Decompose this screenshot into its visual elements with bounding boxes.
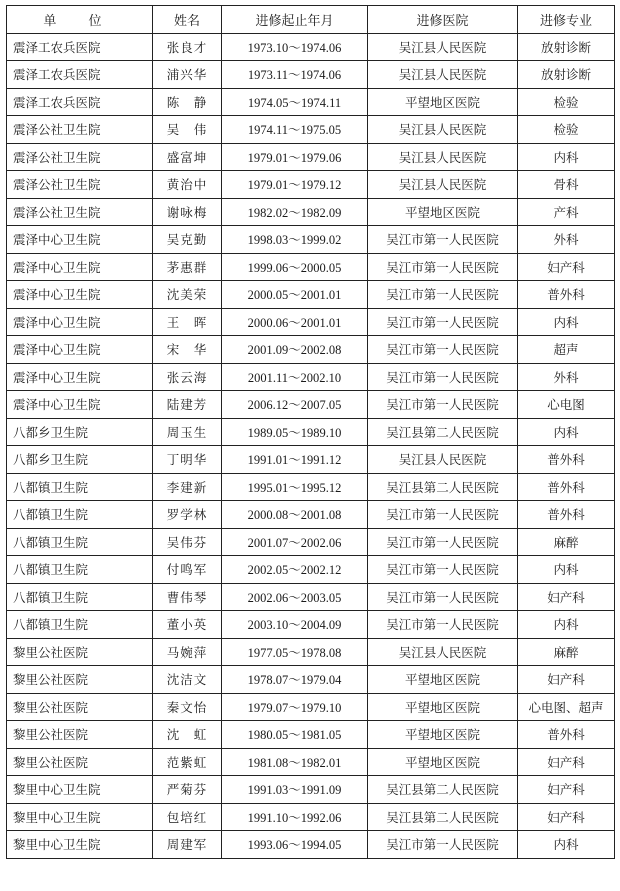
cell-unit: 震泽公社卫生院 — [7, 143, 153, 171]
cell-name: 黄治中 — [153, 171, 222, 199]
table-row — [7, 226, 615, 254]
table-row — [7, 363, 615, 391]
cell-specialty: 外科 — [518, 363, 615, 391]
cell-specialty: 检验 — [518, 88, 615, 116]
cell-name: 严菊芬 — [153, 776, 222, 804]
cell-name: 张云海 — [153, 363, 222, 391]
cell-unit: 黎里公社医院 — [7, 693, 153, 721]
table-row — [7, 611, 615, 639]
header-name: 姓名 — [153, 6, 222, 34]
cell-hospital: 吴江市第一人民医院 — [368, 611, 518, 639]
cell-name: 沈洁文 — [153, 666, 222, 694]
cell-period: 1995.01～1995.12 — [222, 473, 368, 501]
cell-hospital: 吴江市第一人民医院 — [368, 583, 518, 611]
cell-period: 2002.06～2003.05 — [222, 583, 368, 611]
cell-period: 2000.08～2001.08 — [222, 501, 368, 529]
table-row — [7, 803, 615, 831]
cell-specialty: 内科 — [518, 556, 615, 584]
cell-name: 秦文怡 — [153, 693, 222, 721]
cell-name: 周玉生 — [153, 418, 222, 446]
cell-unit: 震泽工农兵医院 — [7, 33, 153, 61]
table-row — [7, 556, 615, 584]
cell-hospital: 吴江市第一人民医院 — [368, 556, 518, 584]
table-row — [7, 253, 615, 281]
cell-unit: 八都镇卫生院 — [7, 528, 153, 556]
cell-name: 包培红 — [153, 803, 222, 831]
cell-period: 1979.01～1979.06 — [222, 143, 368, 171]
cell-specialty: 放射诊断 — [518, 61, 615, 89]
cell-specialty: 超声 — [518, 336, 615, 364]
cell-unit: 八都乡卫生院 — [7, 446, 153, 474]
cell-name: 李建新 — [153, 473, 222, 501]
cell-specialty: 妇产科 — [518, 253, 615, 281]
cell-specialty: 产科 — [518, 198, 615, 226]
cell-unit: 八都镇卫生院 — [7, 473, 153, 501]
cell-specialty: 心电图、超声 — [518, 693, 615, 721]
table-row — [7, 501, 615, 529]
training-records-table — [6, 5, 615, 859]
cell-name: 罗学林 — [153, 501, 222, 529]
cell-period: 1981.08～1982.01 — [222, 748, 368, 776]
cell-hospital: 吴江市第一人民医院 — [368, 501, 518, 529]
cell-name: 王 晖 — [153, 308, 222, 336]
table-row — [7, 473, 615, 501]
cell-period: 2001.09～2002.08 — [222, 336, 368, 364]
cell-period: 1993.06～1994.05 — [222, 831, 368, 859]
cell-period: 1991.03～1991.09 — [222, 776, 368, 804]
table-row — [7, 666, 615, 694]
cell-specialty: 麻醉 — [518, 528, 615, 556]
cell-unit: 震泽中心卫生院 — [7, 253, 153, 281]
cell-hospital: 平望地区医院 — [368, 721, 518, 749]
cell-period: 1982.02～1982.09 — [222, 198, 368, 226]
cell-name: 张良才 — [153, 33, 222, 61]
table-row — [7, 693, 615, 721]
cell-name: 宋 华 — [153, 336, 222, 364]
cell-period: 2006.12～2007.05 — [222, 391, 368, 419]
table-row — [7, 391, 615, 419]
cell-hospital: 吴江县人民医院 — [368, 33, 518, 61]
cell-hospital: 吴江县人民医院 — [368, 61, 518, 89]
cell-hospital: 平望地区医院 — [368, 88, 518, 116]
cell-specialty: 内科 — [518, 308, 615, 336]
table-row — [7, 583, 615, 611]
cell-period: 2000.06～2001.01 — [222, 308, 368, 336]
cell-unit: 八都镇卫生院 — [7, 556, 153, 584]
cell-hospital: 吴江市第一人民医院 — [368, 391, 518, 419]
document-page — [6, 5, 615, 859]
cell-hospital: 吴江县人民医院 — [368, 143, 518, 171]
cell-name: 周建军 — [153, 831, 222, 859]
table-header-row — [7, 6, 615, 34]
cell-unit: 震泽中心卫生院 — [7, 226, 153, 254]
cell-period: 2001.11～2002.10 — [222, 363, 368, 391]
cell-period: 1978.07～1979.04 — [222, 666, 368, 694]
cell-name: 董小英 — [153, 611, 222, 639]
header-period: 进修起止年月 — [222, 6, 368, 34]
cell-period: 2003.10～2004.09 — [222, 611, 368, 639]
cell-hospital: 平望地区医院 — [368, 198, 518, 226]
cell-specialty: 内科 — [518, 611, 615, 639]
cell-name: 茅惠群 — [153, 253, 222, 281]
cell-name: 浦兴华 — [153, 61, 222, 89]
table-row — [7, 171, 615, 199]
cell-unit: 震泽公社卫生院 — [7, 171, 153, 199]
cell-period: 1979.07～1979.10 — [222, 693, 368, 721]
cell-hospital: 吴江市第一人民医院 — [368, 363, 518, 391]
table-row — [7, 418, 615, 446]
cell-specialty: 心电图 — [518, 391, 615, 419]
table-row — [7, 336, 615, 364]
cell-hospital: 吴江县第二人民医院 — [368, 803, 518, 831]
cell-specialty: 内科 — [518, 831, 615, 859]
cell-period: 1991.01～1991.12 — [222, 446, 368, 474]
cell-unit: 黎里中心卫生院 — [7, 831, 153, 859]
header-hospital: 进修医院 — [368, 6, 518, 34]
cell-hospital: 吴江县第二人民医院 — [368, 418, 518, 446]
cell-hospital: 吴江县第二人民医院 — [368, 473, 518, 501]
cell-hospital: 吴江县第二人民医院 — [368, 776, 518, 804]
table-row — [7, 831, 615, 859]
header-specialty: 进修专业 — [518, 6, 615, 34]
cell-name: 陆建芳 — [153, 391, 222, 419]
cell-period: 2000.05～2001.01 — [222, 281, 368, 309]
cell-unit: 震泽公社卫生院 — [7, 198, 153, 226]
cell-hospital: 吴江市第一人民医院 — [368, 281, 518, 309]
cell-unit: 震泽中心卫生院 — [7, 363, 153, 391]
cell-hospital: 平望地区医院 — [368, 748, 518, 776]
cell-name: 曹伟琴 — [153, 583, 222, 611]
cell-period: 1979.01～1979.12 — [222, 171, 368, 199]
cell-name: 谢咏梅 — [153, 198, 222, 226]
table-row — [7, 116, 615, 144]
cell-period: 1973.10～1974.06 — [222, 33, 368, 61]
table-row — [7, 528, 615, 556]
table-row — [7, 308, 615, 336]
cell-unit: 八都镇卫生院 — [7, 501, 153, 529]
table-row — [7, 446, 615, 474]
cell-period: 1973.11～1974.06 — [222, 61, 368, 89]
header-unit: 单 位 — [7, 6, 153, 34]
cell-unit: 震泽中心卫生院 — [7, 281, 153, 309]
cell-name: 沈美荣 — [153, 281, 222, 309]
table-row — [7, 61, 615, 89]
cell-name: 盛富坤 — [153, 143, 222, 171]
cell-unit: 震泽中心卫生院 — [7, 336, 153, 364]
cell-specialty: 外科 — [518, 226, 615, 254]
cell-hospital: 吴江市第一人民医院 — [368, 528, 518, 556]
cell-period: 1977.05～1978.08 — [222, 638, 368, 666]
cell-specialty: 麻醉 — [518, 638, 615, 666]
cell-hospital: 吴江市第一人民医院 — [368, 226, 518, 254]
cell-hospital: 吴江市第一人民医院 — [368, 308, 518, 336]
cell-specialty: 妇产科 — [518, 748, 615, 776]
cell-hospital: 吴江县人民医院 — [368, 446, 518, 474]
cell-unit: 震泽工农兵医院 — [7, 88, 153, 116]
cell-unit: 黎里中心卫生院 — [7, 803, 153, 831]
cell-period: 1974.05～1974.11 — [222, 88, 368, 116]
cell-unit: 黎里中心卫生院 — [7, 776, 153, 804]
cell-specialty: 内科 — [518, 418, 615, 446]
cell-period: 1980.05～1981.05 — [222, 721, 368, 749]
cell-period: 1974.11～1975.05 — [222, 116, 368, 144]
cell-unit: 八都镇卫生院 — [7, 583, 153, 611]
table-row — [7, 33, 615, 61]
cell-specialty: 妇产科 — [518, 776, 615, 804]
cell-hospital: 吴江县人民医院 — [368, 171, 518, 199]
cell-specialty: 妇产科 — [518, 803, 615, 831]
cell-hospital: 吴江县人民医院 — [368, 638, 518, 666]
cell-specialty: 普外科 — [518, 446, 615, 474]
table-row — [7, 143, 615, 171]
cell-name: 吴伟芬 — [153, 528, 222, 556]
cell-unit: 八都乡卫生院 — [7, 418, 153, 446]
cell-unit: 黎里公社医院 — [7, 748, 153, 776]
cell-name: 付鸣军 — [153, 556, 222, 584]
cell-unit: 震泽中心卫生院 — [7, 391, 153, 419]
cell-unit: 震泽工农兵医院 — [7, 61, 153, 89]
cell-period: 2002.05～2002.12 — [222, 556, 368, 584]
cell-specialty: 普外科 — [518, 501, 615, 529]
cell-name: 吴克勤 — [153, 226, 222, 254]
cell-period: 2001.07～2002.06 — [222, 528, 368, 556]
cell-hospital: 吴江市第一人民医院 — [368, 336, 518, 364]
cell-period: 1991.10～1992.06 — [222, 803, 368, 831]
cell-name: 陈 静 — [153, 88, 222, 116]
cell-name: 吴 伟 — [153, 116, 222, 144]
cell-name: 沈 虹 — [153, 721, 222, 749]
cell-name: 范紫虹 — [153, 748, 222, 776]
cell-unit: 黎里公社医院 — [7, 721, 153, 749]
table-row — [7, 748, 615, 776]
cell-specialty: 妇产科 — [518, 666, 615, 694]
cell-unit: 黎里公社医院 — [7, 666, 153, 694]
cell-specialty: 妇产科 — [518, 583, 615, 611]
table-row — [7, 721, 615, 749]
cell-specialty: 普外科 — [518, 281, 615, 309]
table-row — [7, 281, 615, 309]
table-body — [7, 33, 615, 858]
cell-hospital: 吴江市第一人民医院 — [368, 253, 518, 281]
cell-specialty: 骨科 — [518, 171, 615, 199]
cell-period: 1998.03～1999.02 — [222, 226, 368, 254]
cell-period: 1999.06～2000.05 — [222, 253, 368, 281]
table-row — [7, 776, 615, 804]
cell-specialty: 内科 — [518, 143, 615, 171]
cell-hospital: 平望地区医院 — [368, 693, 518, 721]
cell-name: 马婉萍 — [153, 638, 222, 666]
table-row — [7, 198, 615, 226]
cell-name: 丁明华 — [153, 446, 222, 474]
cell-unit: 震泽中心卫生院 — [7, 308, 153, 336]
cell-specialty: 普外科 — [518, 473, 615, 501]
cell-hospital: 吴江县人民医院 — [368, 116, 518, 144]
cell-hospital: 平望地区医院 — [368, 666, 518, 694]
cell-period: 1989.05～1989.10 — [222, 418, 368, 446]
cell-specialty: 放射诊断 — [518, 33, 615, 61]
cell-hospital: 吴江市第一人民医院 — [368, 831, 518, 859]
cell-unit: 震泽公社卫生院 — [7, 116, 153, 144]
cell-specialty: 检验 — [518, 116, 615, 144]
cell-unit: 八都镇卫生院 — [7, 611, 153, 639]
table-row — [7, 88, 615, 116]
table-row — [7, 638, 615, 666]
cell-specialty: 普外科 — [518, 721, 615, 749]
cell-unit: 黎里公社医院 — [7, 638, 153, 666]
